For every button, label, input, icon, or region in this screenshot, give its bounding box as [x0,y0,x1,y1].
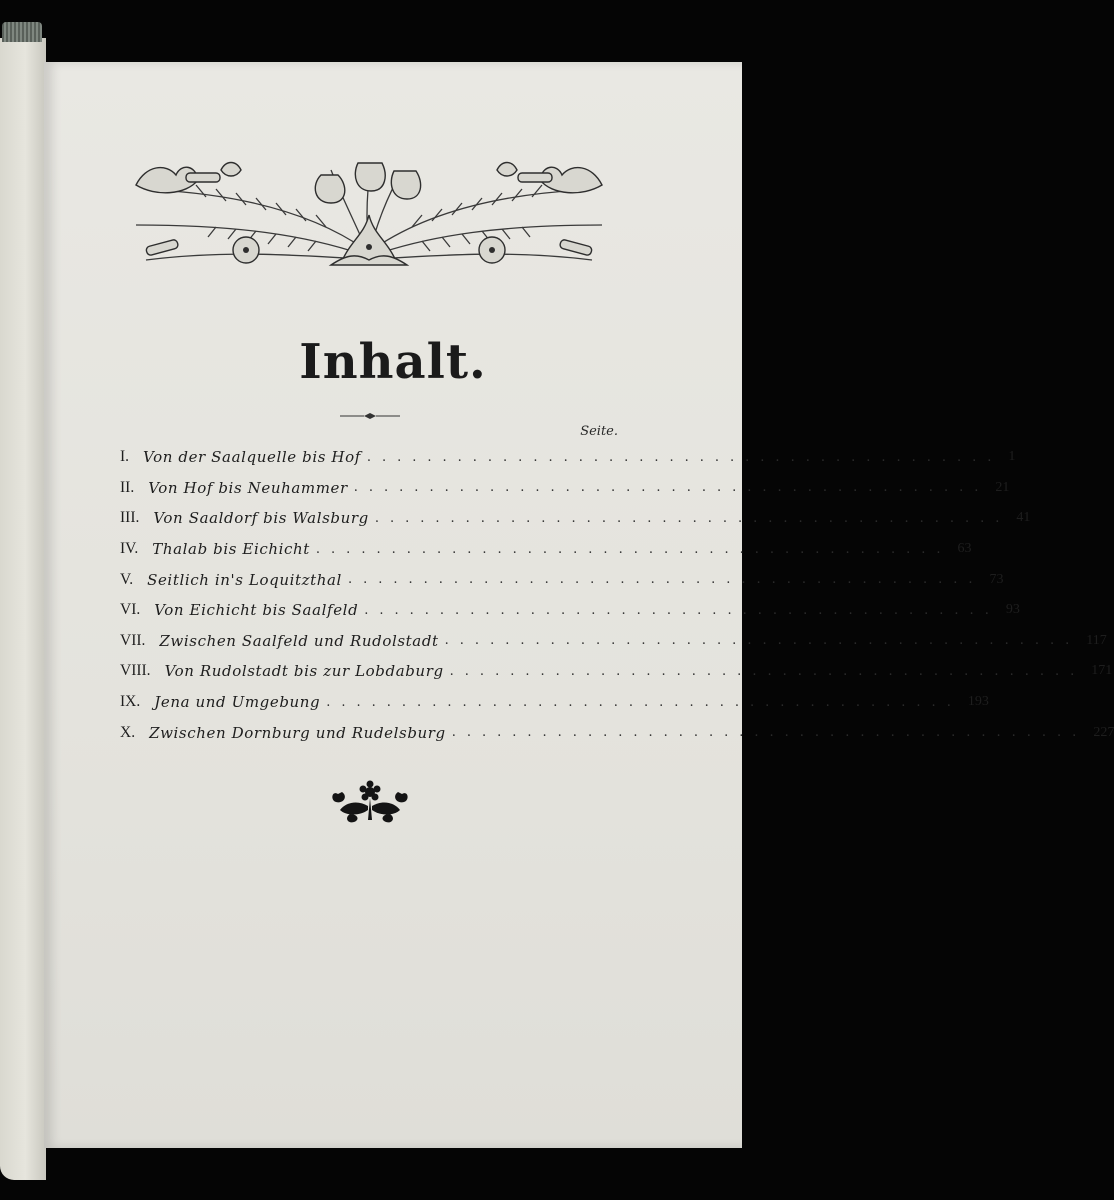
page-title: Inhalt. [299,334,487,390]
left-page-edge [0,38,46,1180]
chapter-title: Zwischen Dornburg und Rudelsburg [149,723,446,742]
chapter-number: II. [120,478,135,496]
chapter-title: Von Hof bis Neuhammer [148,478,348,497]
leader-dots: .......................................... [315,541,952,557]
chapter-title: Von Rudolstadt bis zur Lobdaburg [164,662,444,681]
chapter-number: X. [120,723,136,741]
chapter-title: Thalab bis Eichicht [152,540,310,559]
chapter-title: Zwischen Saalfeld und Rudolstadt [159,631,439,650]
page-column-header: Seite. [580,424,618,439]
book-spine-cloth [2,22,42,42]
chapter-title: Von der Saalquelle bis Hof [143,448,361,467]
toc-entry[interactable] [120,717,1114,748]
page-number: 63 [957,541,972,557]
chapter-title: Jena und Umgebung [154,693,321,712]
divider-rule [340,412,400,420]
toc-entry[interactable] [120,473,1010,504]
page-number: 117 [1086,632,1107,648]
toc-entry[interactable] [120,503,1031,534]
page-number: 93 [1005,602,1020,618]
leader-dots: .......................................... [449,663,1086,679]
leader-dots: .......................................... [326,694,962,710]
page-number: 171 [1091,663,1113,679]
chapter-number: VIII. [120,662,151,680]
leader-dots: .......................................... [451,725,1088,741]
leader-dots: .......................................... [353,480,990,496]
leader-dots: .......................................... [444,633,1081,649]
table-of-contents [120,442,1114,748]
chapter-number: V. [120,570,134,588]
chapter-title: Von Eichicht bis Saalfeld [154,601,359,620]
page-number: 73 [989,571,1004,587]
chapter-number: IV. [120,540,139,558]
page-number: 1 [1008,449,1016,465]
toc-entry[interactable] [120,687,989,718]
chapter-title: Seitlich in's Loquitzthal [147,570,342,589]
toc-entry[interactable] [120,564,1004,595]
page-number: 41 [1016,510,1031,526]
toc-entry[interactable] [120,595,1020,626]
toc-entry[interactable] [120,534,972,565]
chapter-number: IX. [120,693,141,711]
page-number: 193 [967,694,989,710]
page-number: 227 [1093,724,1114,740]
flower-fleuron-icon [330,780,410,824]
leader-dots: .......................................... [347,572,984,588]
chapter-number: VI. [120,601,141,619]
page-number: 21 [995,479,1010,495]
leader-dots: .......................................... [364,602,1000,618]
leader-dots: .......................................... [366,449,1003,465]
floral-vignette-icon [126,155,612,280]
chapter-number: III. [120,509,140,527]
toc-entry[interactable] [120,656,1113,687]
chapter-title: Von Saaldorf bis Walsburg [153,509,369,528]
toc-entry[interactable] [120,626,1107,657]
chapter-number: VII. [120,631,146,649]
leader-dots: .......................................... [374,510,1011,526]
chapter-number: I. [120,448,130,466]
toc-entry[interactable] [120,442,1016,473]
